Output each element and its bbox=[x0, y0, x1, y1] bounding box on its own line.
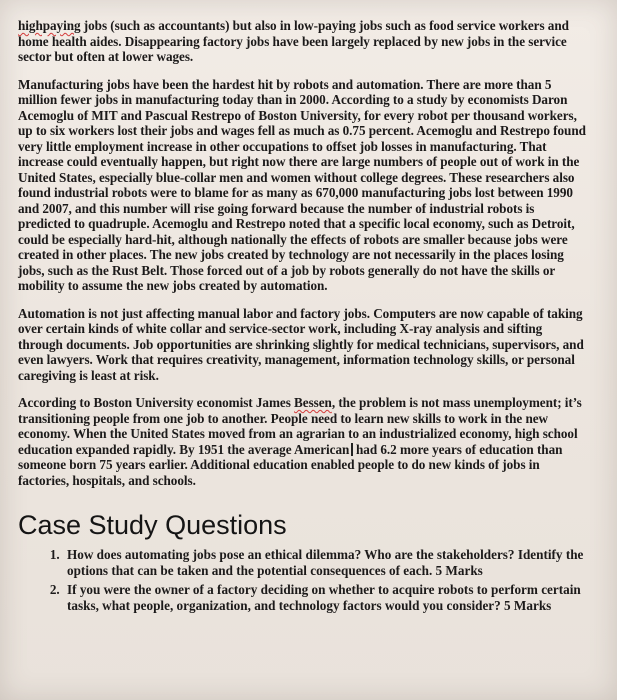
question-item: 1. How does automating jobs pose an ethical dilemma? Who are the stakeholders? Identify the options that can be taken and the potential consequences of each. 5 Marks bbox=[63, 547, 590, 578]
paragraph-text: , the problem is not mass unemployment; it’s transitioning people from one job to another. People need to learn new skills to work in the new economy. When the United States moved from an agrarian to an industrialized economy, high school education expanded rapidly. By 1951 the average American bbox=[18, 395, 582, 457]
body-paragraph bbox=[18, 306, 590, 384]
paragraph-text: According to Boston University economist James bbox=[18, 395, 295, 410]
paragraph-text: Automation is not just affecting manual labor and factory jobs. Computers are now capable of taking over certain kinds of white collar and service-sector work, including X-ray analysis and sifting through documents. Job opportunities are shrinking slightly for medical technicians, supervisors, and even lawyers. Work that requires creativity, management, information technology skills, or personal caregiving is least at risk. bbox=[18, 305, 584, 383]
question-item: 2. If you were the owner of a factory deciding on whether to acquire robots to perform certain tasks, what people, organization, and technology factors would you consider? 5 Marks bbox=[63, 582, 590, 613]
case-study-title: Case Study Questions bbox=[18, 510, 287, 540]
question-list bbox=[18, 547, 590, 613]
spellcheck-flagged-word: Bessen bbox=[294, 395, 332, 410]
body-paragraph bbox=[18, 395, 590, 488]
paragraph-text: jobs (such as accountants) but also in low-paying jobs such as food service workers and home health aides. Disappearing factory jobs have been largely replaced by new jobs in the service sector but often at lower wages. bbox=[18, 18, 569, 64]
paragraphs bbox=[18, 18, 590, 488]
paragraph-text: Manufacturing jobs have been the hardest hit by robots and automation. There are more than 5 million fewer jobs in manufacturing today than in 2000. According to a study by economists Daron Acemoglu of MIT and Pascual Restrepo of Boston University, for every robot per thousand workers, up to six workers lost their jobs and wages fell as much as 0.75 percent. Acemoglu and Restrepo found very little employment increase in other occupations to offset job losses in manufacturing. That increase could eventually happen, but right now there are large numbers of people out of work in the United States, especially blue-collar men and women without college degrees. These researchers also found industrial robots were to blame for as many as 670,000 manufacturing jobs lost between 1990 and 2007, and this number will rise going forward because the number of industrial robots is predicted to quadruple. Acemoglu and Restrepo noted that a specific local economy, such as Detroit, could be especially hard-hit, although nationally the effects of robots are smaller because jobs were created in other places. The new jobs created by technology are not necessarily in the places losing jobs, such as the Rust Belt. Those forced out of a job by robots generally do not have the skills or mobility to assume the new jobs created by automation. bbox=[18, 76, 586, 293]
body-paragraph bbox=[18, 18, 590, 65]
document-body bbox=[18, 18, 590, 617]
body-paragraph bbox=[18, 77, 590, 294]
spellcheck-flagged-word: highpaying bbox=[18, 18, 81, 33]
paragraph-text: had 6.2 more years of education than someone born 75 years earlier. Additional education enabled people to do new kinds of jobs in factories, hospitals, and schools. bbox=[18, 441, 563, 488]
